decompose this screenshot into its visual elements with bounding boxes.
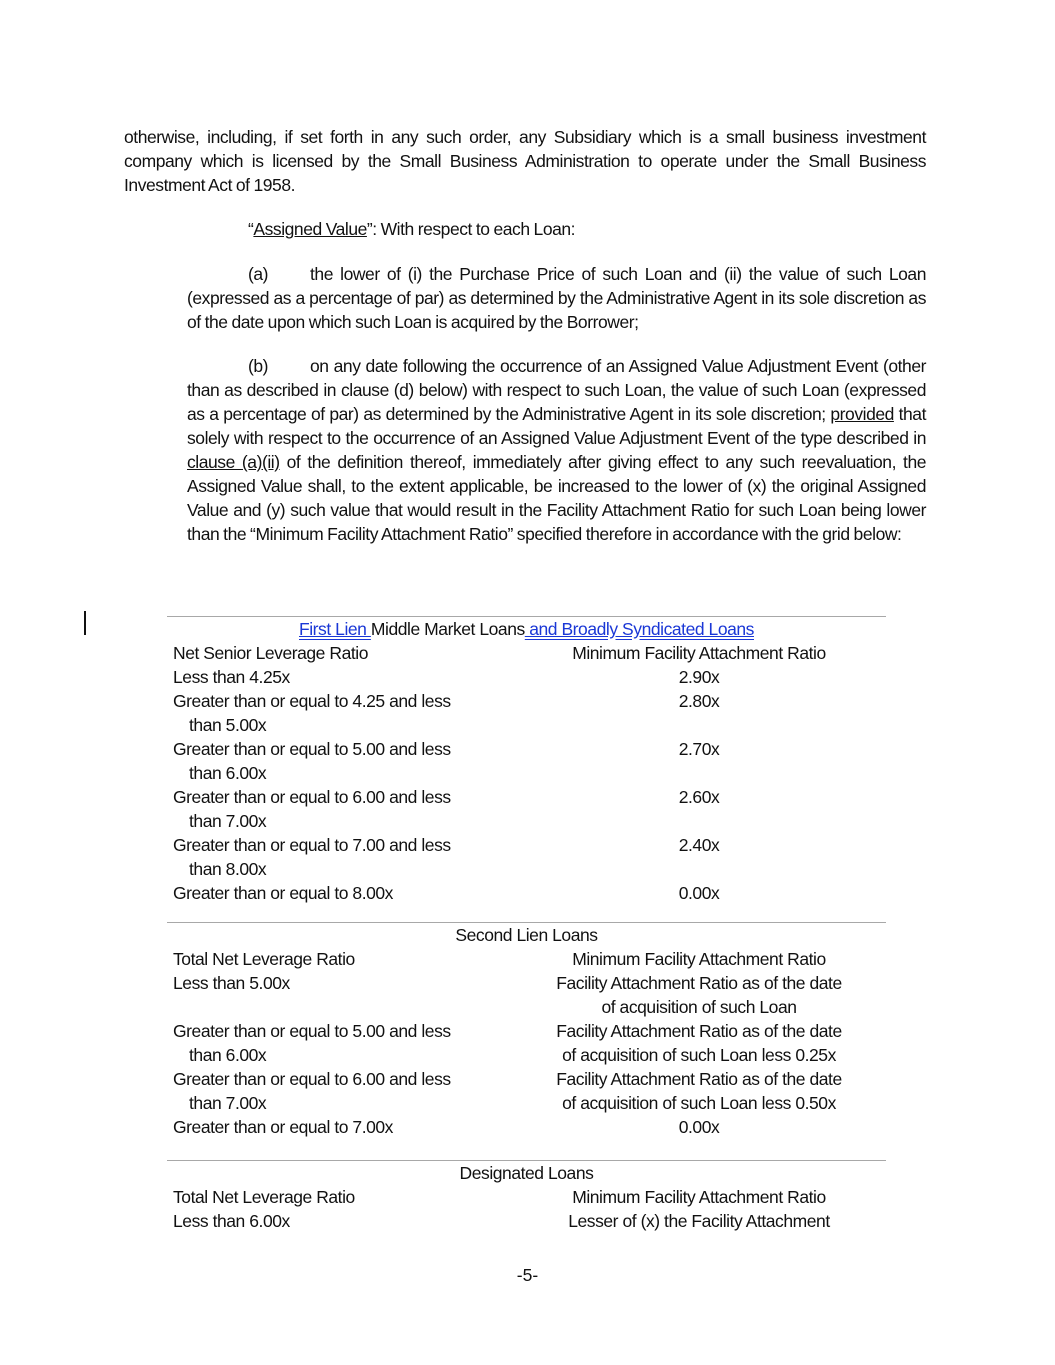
first-lien-grid [167, 616, 886, 905]
grid-row [167, 1115, 886, 1139]
clause-b [187, 354, 926, 546]
cell-line: Less than 4.25x [173, 667, 290, 687]
leverage-ratio-cell [167, 1019, 512, 1067]
minimum-ratio-cell [512, 1115, 886, 1139]
cell-line: of acquisition of such Loan less 0.25x [562, 1045, 836, 1065]
column-header-minimum: Minimum Facility Attachment Ratio [572, 949, 826, 969]
cell-line: Greater than or equal to 8.00x [173, 883, 393, 903]
grid-header-row [167, 947, 886, 971]
leverage-ratio-cell [167, 1209, 512, 1233]
grid-title: Second Lien Loans [455, 925, 598, 945]
inserted-text: First Lien [299, 619, 371, 639]
grid-rule [167, 616, 886, 617]
leverage-ratio-cell [167, 785, 512, 833]
inserted-text: and Broadly Syndicated Loans [524, 619, 754, 639]
leverage-ratio-cell [167, 971, 512, 1019]
cell-line: 2.70x [678, 739, 720, 759]
cell-line: Lesser of (x) the Facility Attachment [568, 1211, 830, 1231]
cell-line: than 5.00x [189, 715, 267, 735]
cell-line: Greater than or equal to 5.00 and less [173, 739, 451, 759]
clause-b-text-2: that solely with respect to the occurrence of an Assigned Value Adjustment Event of the type described in [187, 404, 926, 448]
cell-line: 2.90x [678, 667, 720, 687]
cell-line: Greater than or equal to 7.00x [173, 1117, 393, 1137]
clause-a-label: (a) [248, 264, 269, 284]
grid-row [167, 689, 886, 737]
grid-row [167, 1067, 886, 1115]
grid-row [167, 737, 886, 785]
column-header-minimum: Minimum Facility Attachment Ratio [572, 1187, 826, 1207]
cell-line: Facility Attachment Ratio as of the date [556, 1069, 842, 1089]
cell-line: than 7.00x [189, 811, 267, 831]
minimum-ratio-cell [512, 665, 886, 689]
grid-row [167, 1209, 886, 1233]
minimum-ratio-cell [512, 785, 886, 833]
clause-b-text-3: of the definition thereof, immediately after giving effect to any such reevaluation, the Assigned Value shall, to the extent applicable, be increased to the lower of (x) the original Assigned Value and (y) such value that would result in the Facility Attachment Ratio for such Loan being lower than the “Minimum Facility Attachment Ratio” specified therefore in accordance with the grid below: [187, 452, 927, 544]
cell-line: Facility Attachment Ratio as of the date [556, 973, 842, 993]
cell-line: 2.40x [678, 835, 720, 855]
grid-rule [167, 1160, 886, 1161]
cell-line: than 7.00x [189, 1093, 267, 1113]
leverage-ratio-cell [167, 1067, 512, 1115]
cell-line: Facility Attachment Ratio as of the date [556, 1021, 842, 1041]
cell-line: 2.60x [678, 787, 720, 807]
minimum-ratio-cell [512, 1067, 886, 1115]
leverage-ratio-cell [167, 665, 512, 689]
minimum-ratio-cell [512, 1019, 886, 1067]
grid-rule [167, 922, 886, 923]
designated-loans-grid [167, 1160, 886, 1233]
column-header-ratio: Total Net Leverage Ratio [173, 949, 355, 969]
leverage-ratio-cell [167, 881, 512, 905]
clause-reference: clause (a)(ii) [187, 452, 280, 472]
grid-row [167, 665, 886, 689]
grid-header-row [167, 1185, 886, 1209]
grid-title-text: Middle Market Loans [370, 619, 525, 639]
leverage-ratio-cell [167, 833, 512, 881]
cell-line: than 6.00x [189, 1045, 267, 1065]
grid-row [167, 881, 886, 905]
intro-paragraph: otherwise, including, if set forth in any such order, any Subsidiary which is a small business investment company which is licensed by the Small Business Administration to operate under the Small Business Investment Act of 1958. [124, 127, 926, 195]
grid-row [167, 971, 886, 1019]
grid-header-row [167, 641, 886, 665]
cell-line: 2.80x [678, 691, 720, 711]
open-quote: “ [248, 219, 254, 239]
leverage-ratio-cell [167, 1115, 512, 1139]
clause-a-text: the lower of (i) the Purchase Price of such Loan and (ii) the value of such Loan (expressed as a percentage of par) as determined by the Administrative Agent in its sole discretion as of the date upon which such Loan is acquired by the Borrower; [187, 264, 926, 332]
cell-line: Greater than or equal to 6.00 and less [173, 1069, 451, 1089]
column-header-ratio: Net Senior Leverage Ratio [173, 643, 368, 663]
page-number: -5- [516, 1265, 539, 1285]
minimum-ratio-cell [512, 737, 886, 785]
second-lien-grid [167, 922, 886, 1139]
cell-line: than 6.00x [189, 763, 267, 783]
minimum-ratio-cell [512, 971, 886, 1019]
grid-title: Designated Loans [459, 1163, 594, 1183]
revision-change-bar [84, 611, 86, 635]
clause-b-text-1: on any date following the occurrence of an Assigned Value Adjustment Event (other than as described in clause (d) below) with respect to such Loan, the value of such Loan (expressed as a percentage of par) as determined by the Administrative Agent in its sole discretion; [187, 356, 926, 424]
leverage-ratio-cell [167, 737, 512, 785]
cell-line: of acquisition of such Loan [601, 997, 797, 1017]
minimum-ratio-cell [512, 833, 886, 881]
provided-term: provided [830, 404, 894, 424]
clause-b-label: (b) [248, 356, 269, 376]
definition-lead: ”: With respect to each Loan: [366, 219, 576, 239]
cell-line: Greater than or equal to 5.00 and less [173, 1021, 451, 1041]
column-header-ratio: Total Net Leverage Ratio [173, 1187, 355, 1207]
cell-line: 0.00x [678, 1117, 720, 1137]
minimum-ratio-cell [512, 881, 886, 905]
cell-line: 0.00x [678, 883, 720, 903]
grid-row [167, 785, 886, 833]
grid-row [167, 833, 886, 881]
cell-line: than 8.00x [189, 859, 267, 879]
cell-line: Greater than or equal to 6.00 and less [173, 787, 451, 807]
grid-row [167, 1019, 886, 1067]
definition-heading [248, 217, 928, 241]
cell-line: Less than 5.00x [173, 973, 290, 993]
column-header-minimum: Minimum Facility Attachment Ratio [572, 643, 826, 663]
minimum-ratio-cell [512, 1209, 886, 1233]
clause-a [187, 262, 926, 334]
cell-line: Greater than or equal to 7.00 and less [173, 835, 451, 855]
leverage-ratio-cell [167, 689, 512, 737]
defined-term: Assigned Value [253, 219, 367, 239]
cell-line: Greater than or equal to 4.25 and less [173, 691, 451, 711]
cell-line: of acquisition of such Loan less 0.50x [562, 1093, 836, 1113]
grid-title [167, 618, 886, 641]
cell-line: Less than 6.00x [173, 1211, 290, 1231]
minimum-ratio-cell [512, 689, 886, 737]
